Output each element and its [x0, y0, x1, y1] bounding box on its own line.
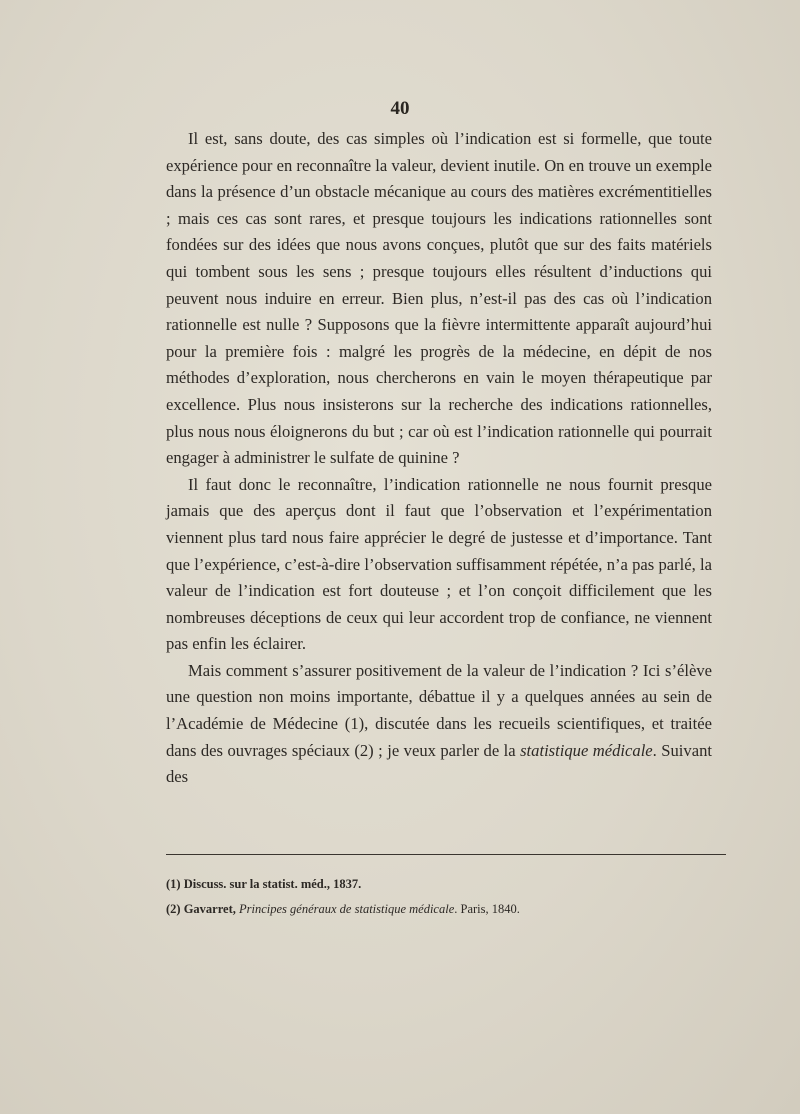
paragraph: [166, 126, 712, 472]
footnote-text: . Paris, 1840.: [454, 902, 520, 916]
footnotes: [166, 872, 712, 922]
page-number: 40: [390, 98, 410, 119]
body-text: [166, 126, 712, 791]
paragraph-text: . Suivant des: [166, 740, 712, 787]
footnote-divider: [166, 854, 726, 855]
footnote: [166, 897, 712, 922]
footnote-marker: (2): [166, 902, 181, 916]
italic-text: statistique médicale: [520, 740, 653, 760]
footnote-text: Gavarret,: [183, 902, 240, 916]
footnote-text: Principes généraux de statistique médicale: [239, 902, 455, 916]
paragraph: [166, 658, 712, 791]
paragraph-text: Il est, sans doute, des cas simples où l’indication est si formelle, que toute expérience pour en reconnaître la valeur, devient inutile. On en trouve un exemple dans la présence d’un obstacle mécanique au cours des matières excrémentitielles ; mais ces cas sont rares, et presque toujours les indications rationnelles sont fondées sur des idées que nous avons conçues, plutôt que sur des faits matériels qui tombent sous les sens ; presque toujours elles résultent d’inductions qui peuvent nous induire en erreur. Bien plus, n’est-il pas des cas où l’indication rationnelle est nulle ? Supposons que la fièvre intermittente apparaît aujourd’hui pour la première fois : malgré les progrès de la médecine, en dépit de nos méthodes d’exploration, nous chercherons en vain le moyen thérapeutique par excellence. Plus nous insisterons sur la recherche des indications rationnelles, plus nous nous éloignerons du but ; car où est l’indication rationnelle qui pourrait engager à administrer le sulfate de quinine ?: [166, 129, 712, 468]
paragraph-text: Mais comment s’assurer positivement de la valeur de l’indication ? Ici s’élève une question non moins importante, débattue il y a quelques années au sein de l’Académie de Médecine (1), discutée dans les recueils scientifiques, et traitée dans des ouvrages spéciaux (2) ; je veux parler de la: [166, 660, 712, 760]
footnote: [166, 872, 712, 897]
paragraph: [166, 472, 712, 658]
paragraph-text: Il faut donc le reconnaître, l’indication rationnelle ne nous fournit presque jamais que des aperçus dont il faut que l’observation et l’expérimentation viennent plus tard nous faire apprécier le degré de justesse et d’importance. Tant que l’expérience, c’est-à-dire l’observation suffisamment répétée, n’a pas parlé, la valeur de l’indication est fort douteuse ; et l’on conçoit difficilement que les nombreuses déceptions de ceux qui leur accordent trop de confiance, ne viennent pas enfin les éclairer.: [166, 474, 712, 654]
footnote-text: Discuss. sur la statist. méd., 1837.: [183, 877, 362, 891]
footnote-marker: (1): [166, 877, 181, 891]
